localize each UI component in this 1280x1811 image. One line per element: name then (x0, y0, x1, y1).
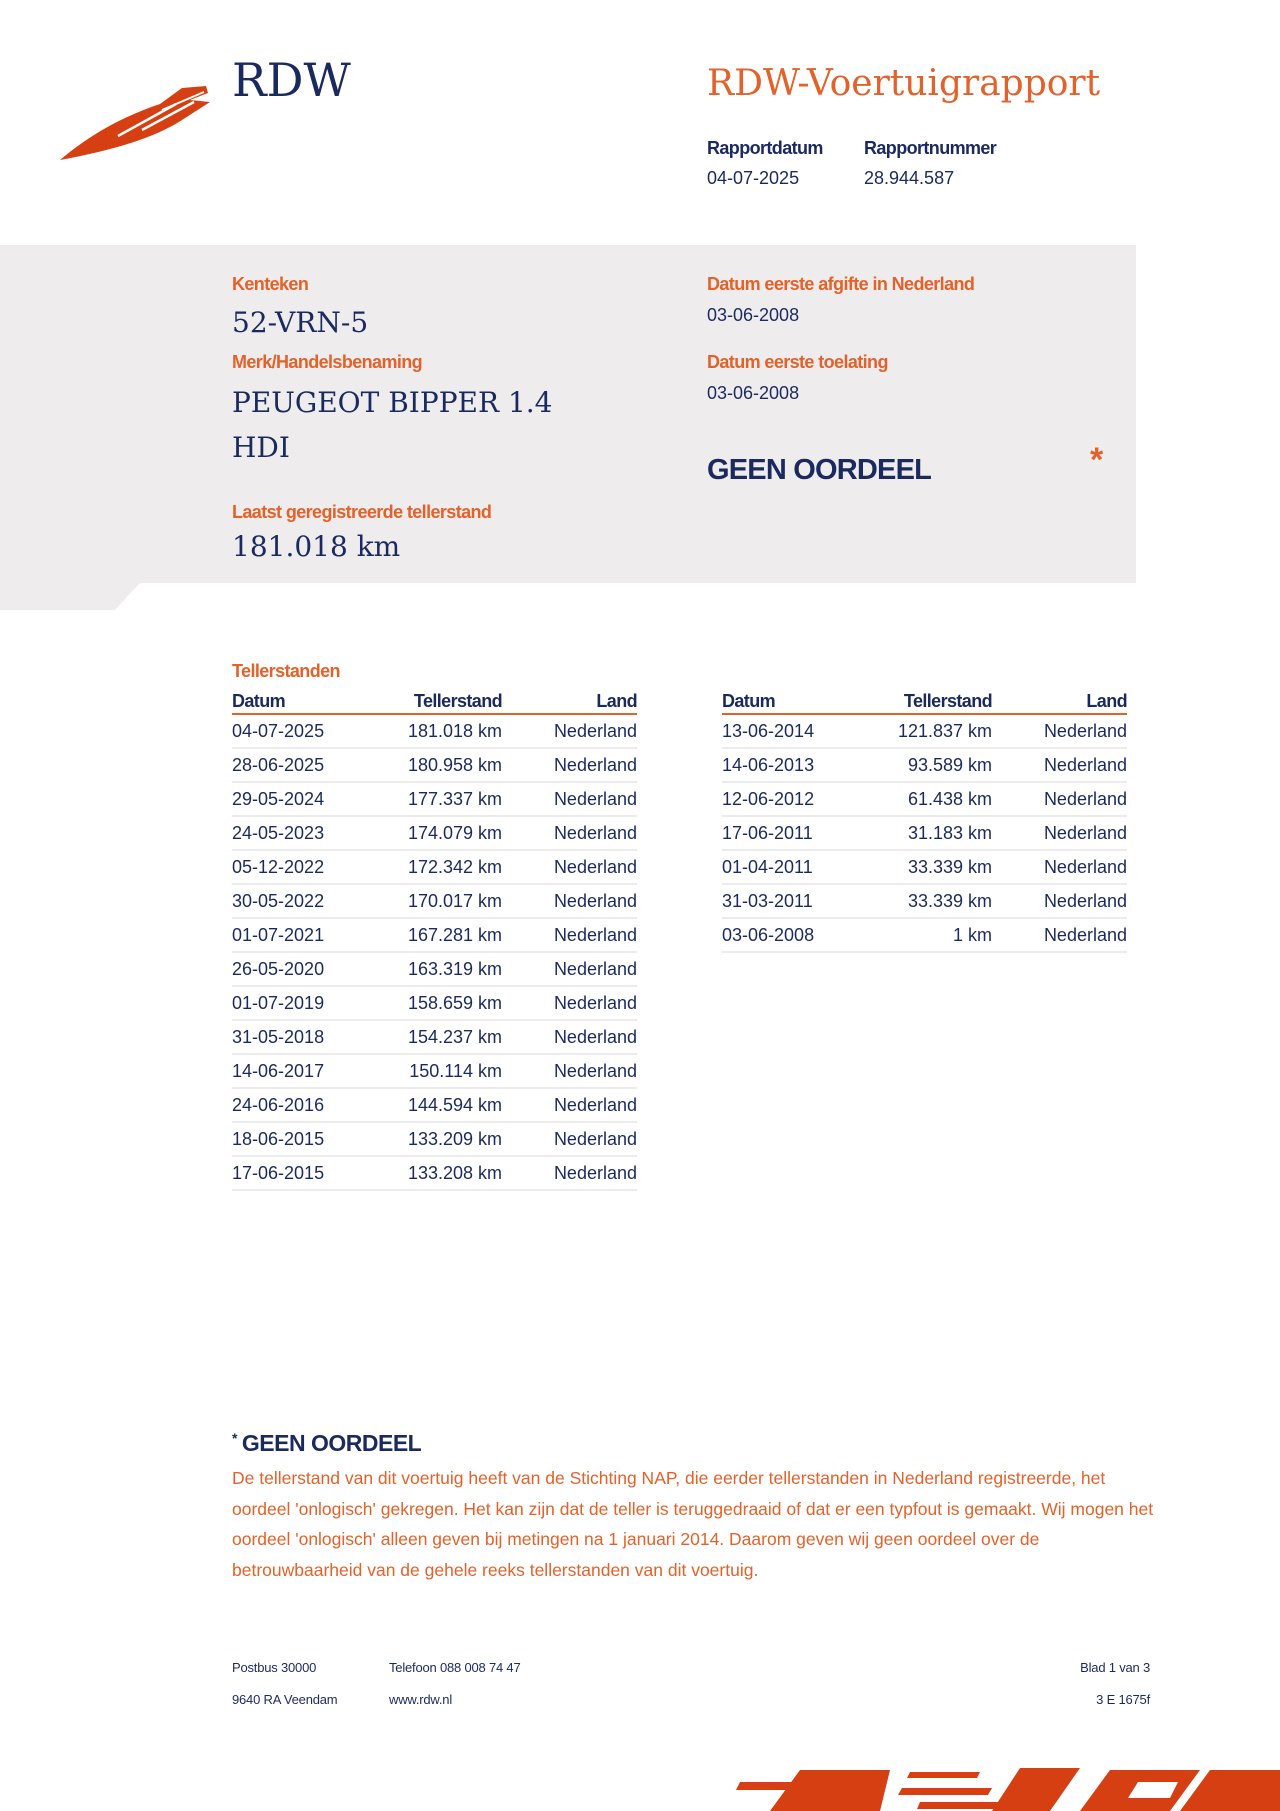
first-admission-label: Datum eerste toelating (707, 352, 888, 372)
panel-tail (0, 583, 140, 610)
table-row (232, 782, 637, 816)
reading-date: 28-06-2025 (232, 748, 382, 782)
table-row (722, 816, 1127, 850)
reading-country: Nederland (502, 1122, 637, 1156)
reading-mileage: 170.017 km (382, 884, 502, 918)
make-label: Merk/Handelsbenaming (232, 352, 423, 372)
make-line1: PEUGEOT BIPPER 1.4 (232, 386, 553, 419)
table-row (232, 986, 637, 1020)
reading-date: 01-04-2011 (722, 850, 872, 884)
reading-date: 13-06-2014 (722, 714, 872, 748)
reading-country: Nederland (502, 714, 637, 748)
reading-date: 30-05-2022 (232, 884, 382, 918)
reading-date: 29-05-2024 (232, 782, 382, 816)
col-country: Land (992, 690, 1127, 714)
reading-country: Nederland (502, 850, 637, 884)
reading-country: Nederland (502, 918, 637, 952)
table-row (722, 918, 1127, 952)
reading-mileage: 163.319 km (382, 952, 502, 986)
reading-date: 14-06-2013 (722, 748, 872, 782)
odometer-label: Laatst geregistreerde tellerstand (232, 502, 492, 522)
reading-mileage: 167.281 km (382, 918, 502, 952)
col-date: Datum (232, 690, 382, 714)
footer-page-number: Blad 1 van 3 (1080, 1660, 1150, 1675)
reading-date: 01-07-2019 (232, 986, 382, 1020)
reading-mileage: 31.183 km (872, 816, 992, 850)
col-mileage: Tellerstand (872, 690, 992, 714)
brand-name: RDW (232, 53, 351, 107)
reading-mileage: 174.079 km (382, 816, 502, 850)
table-row (722, 782, 1127, 816)
disclaimer-heading (232, 1430, 421, 1457)
readings-table-right (722, 690, 1127, 953)
reading-country: Nederland (992, 782, 1127, 816)
reading-country: Nederland (992, 918, 1127, 952)
reading-date: 24-05-2023 (232, 816, 382, 850)
first-issue-nl-date: 03-06-2008 (707, 305, 800, 325)
table-row (232, 748, 637, 782)
rdw-wing-logo-icon (58, 80, 213, 162)
reading-mileage: 177.337 km (382, 782, 502, 816)
table-row (232, 884, 637, 918)
reading-country: Nederland (502, 986, 637, 1020)
reading-country: Nederland (502, 1054, 637, 1088)
table-row (232, 1156, 637, 1190)
reading-date: 31-05-2018 (232, 1020, 382, 1054)
reading-mileage: 150.114 km (382, 1054, 502, 1088)
reading-country: Nederland (502, 952, 637, 986)
reading-mileage: 133.208 km (382, 1156, 502, 1190)
table-row (232, 714, 637, 748)
disclaimer-title: GEEN OORDEEL (241, 1430, 422, 1456)
table-row (722, 850, 1127, 884)
report-date: 04-07-2025 (707, 168, 800, 188)
reading-date: 26-05-2020 (232, 952, 382, 986)
table-row (232, 1054, 637, 1088)
vehicle-summary-panel (0, 245, 1136, 583)
table-row (232, 850, 637, 884)
readings-title: Tellerstanden (232, 661, 340, 681)
reading-date: 17-06-2011 (722, 816, 872, 850)
table-row (232, 816, 637, 850)
disclaimer-body: De tellerstand van dit voertuig heeft van de Stichting NAP, die eerder tellerstanden in Nederland registreerde, het oordeel 'onlogisch' gekregen. Het kan zijn dat de teller is teruggedraaid of dat er een typfout is gemaakt. Wij mogen het oordeel 'onlogisch' alleen geven bij metingen na 1 januari 2014. Daarom geven wij geen oordeel over de betrouwbaarheid van de gehele reeks tellerstanden van dit voertuig. (232, 1468, 1154, 1580)
reading-country: Nederland (502, 1020, 637, 1054)
reading-mileage: 154.237 km (382, 1020, 502, 1054)
reading-mileage: 121.837 km (872, 714, 992, 748)
footer-address-line2: 9640 RA Veendam (232, 1692, 338, 1707)
table-row (232, 1122, 637, 1156)
footer-address-line1: Postbus 30000 (232, 1660, 317, 1675)
table-row (722, 748, 1127, 782)
odometer-value: 181.018 km (232, 530, 401, 563)
rdw-stripe-emblem-icon (730, 1760, 1280, 1811)
disclaimer-asterisk: * (232, 1430, 238, 1446)
reading-country: Nederland (502, 816, 637, 850)
reading-country: Nederland (502, 884, 637, 918)
reading-date: 12-06-2012 (722, 782, 872, 816)
reading-date: 31-03-2011 (722, 884, 872, 918)
reading-country: Nederland (992, 816, 1127, 850)
table-row (722, 714, 1127, 748)
reading-mileage: 181.018 km (382, 714, 502, 748)
reading-mileage: 158.659 km (382, 986, 502, 1020)
reading-mileage: 133.209 km (382, 1122, 502, 1156)
report-title: RDW-Voertuigrapport (707, 63, 1101, 104)
reading-date: 17-06-2015 (232, 1156, 382, 1190)
reading-country: Nederland (502, 748, 637, 782)
plate-label: Kenteken (232, 274, 309, 294)
plate-number: 52-VRN-5 (232, 306, 369, 339)
verdict-asterisk: * (1090, 441, 1104, 479)
report-number-label: Rapportnummer (864, 138, 997, 158)
reading-country: Nederland (992, 884, 1127, 918)
readings-table-left (232, 690, 637, 1191)
make-line2: HDI (232, 431, 290, 464)
reading-country: Nederland (992, 714, 1127, 748)
reading-date: 05-12-2022 (232, 850, 382, 884)
reading-mileage: 172.342 km (382, 850, 502, 884)
table-row (232, 952, 637, 986)
reading-mileage: 144.594 km (382, 1088, 502, 1122)
reading-mileage: 33.339 km (872, 884, 992, 918)
footer-phone: Telefoon 088 008 74 47 (389, 1660, 521, 1675)
table-row (232, 1088, 637, 1122)
footer-doc-code: 3 E 1675f (1096, 1692, 1150, 1707)
report-date-label: Rapportdatum (707, 138, 823, 158)
reading-country: Nederland (502, 1156, 637, 1190)
reading-mileage: 61.438 km (872, 782, 992, 816)
reading-country: Nederland (992, 748, 1127, 782)
reading-date: 24-06-2016 (232, 1088, 382, 1122)
table-row (232, 918, 637, 952)
report-number: 28.944.587 (864, 168, 955, 188)
reading-date: 14-06-2017 (232, 1054, 382, 1088)
first-issue-nl-label: Datum eerste afgifte in Nederland (707, 274, 975, 294)
reading-date: 04-07-2025 (232, 714, 382, 748)
reading-date: 18-06-2015 (232, 1122, 382, 1156)
col-mileage: Tellerstand (382, 690, 502, 714)
reading-mileage: 33.339 km (872, 850, 992, 884)
col-date: Datum (722, 690, 872, 714)
reading-country: Nederland (992, 850, 1127, 884)
reading-country: Nederland (502, 782, 637, 816)
reading-mileage: 93.589 km (872, 748, 992, 782)
reading-date: 03-06-2008 (722, 918, 872, 952)
first-admission-date: 03-06-2008 (707, 383, 800, 403)
footer-website[interactable]: www.rdw.nl (389, 1692, 453, 1707)
table-row (722, 884, 1127, 918)
verdict-text: GEEN OORDEEL (707, 454, 932, 486)
table-row (232, 1020, 637, 1054)
reading-mileage: 180.958 km (382, 748, 502, 782)
reading-date: 01-07-2021 (232, 918, 382, 952)
reading-country: Nederland (502, 1088, 637, 1122)
col-country: Land (502, 690, 637, 714)
reading-mileage: 1 km (872, 918, 992, 952)
